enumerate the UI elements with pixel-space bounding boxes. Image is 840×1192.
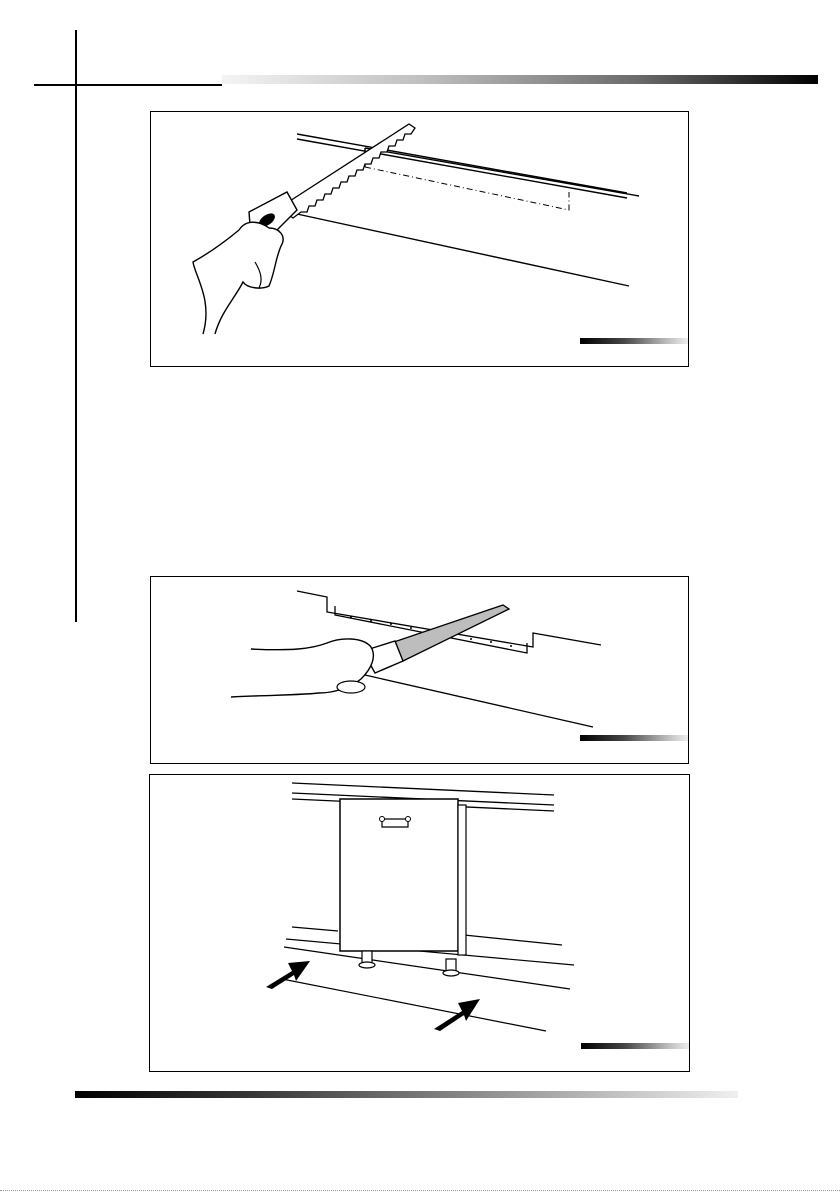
figure-saw-cut xyxy=(150,111,689,367)
figure-tab-bar xyxy=(581,1043,689,1049)
header-gradient-bar xyxy=(222,75,818,84)
dishwasher-door-icon xyxy=(340,799,466,955)
figure-file-edge xyxy=(150,576,689,764)
page-edge-dotted-line xyxy=(0,1190,840,1191)
arrow-icon xyxy=(266,961,310,989)
figure-tab-bar xyxy=(580,735,688,741)
figure-tab-bar xyxy=(580,338,688,344)
adjustable-feet xyxy=(359,951,459,976)
footer-gradient-bar xyxy=(75,1091,738,1098)
saw-cut-illustration xyxy=(151,112,690,368)
worktop-strip xyxy=(297,134,639,286)
hand-icon xyxy=(193,222,283,334)
figure-install-dishwasher xyxy=(149,774,690,1072)
arrow-icon xyxy=(434,999,480,1031)
install-illustration xyxy=(150,775,691,1073)
cut-guide-dashed-line xyxy=(365,167,569,210)
hand-saw-icon xyxy=(249,124,415,240)
margin-vertical-rule xyxy=(75,30,77,622)
header-horizontal-rule xyxy=(34,84,222,86)
